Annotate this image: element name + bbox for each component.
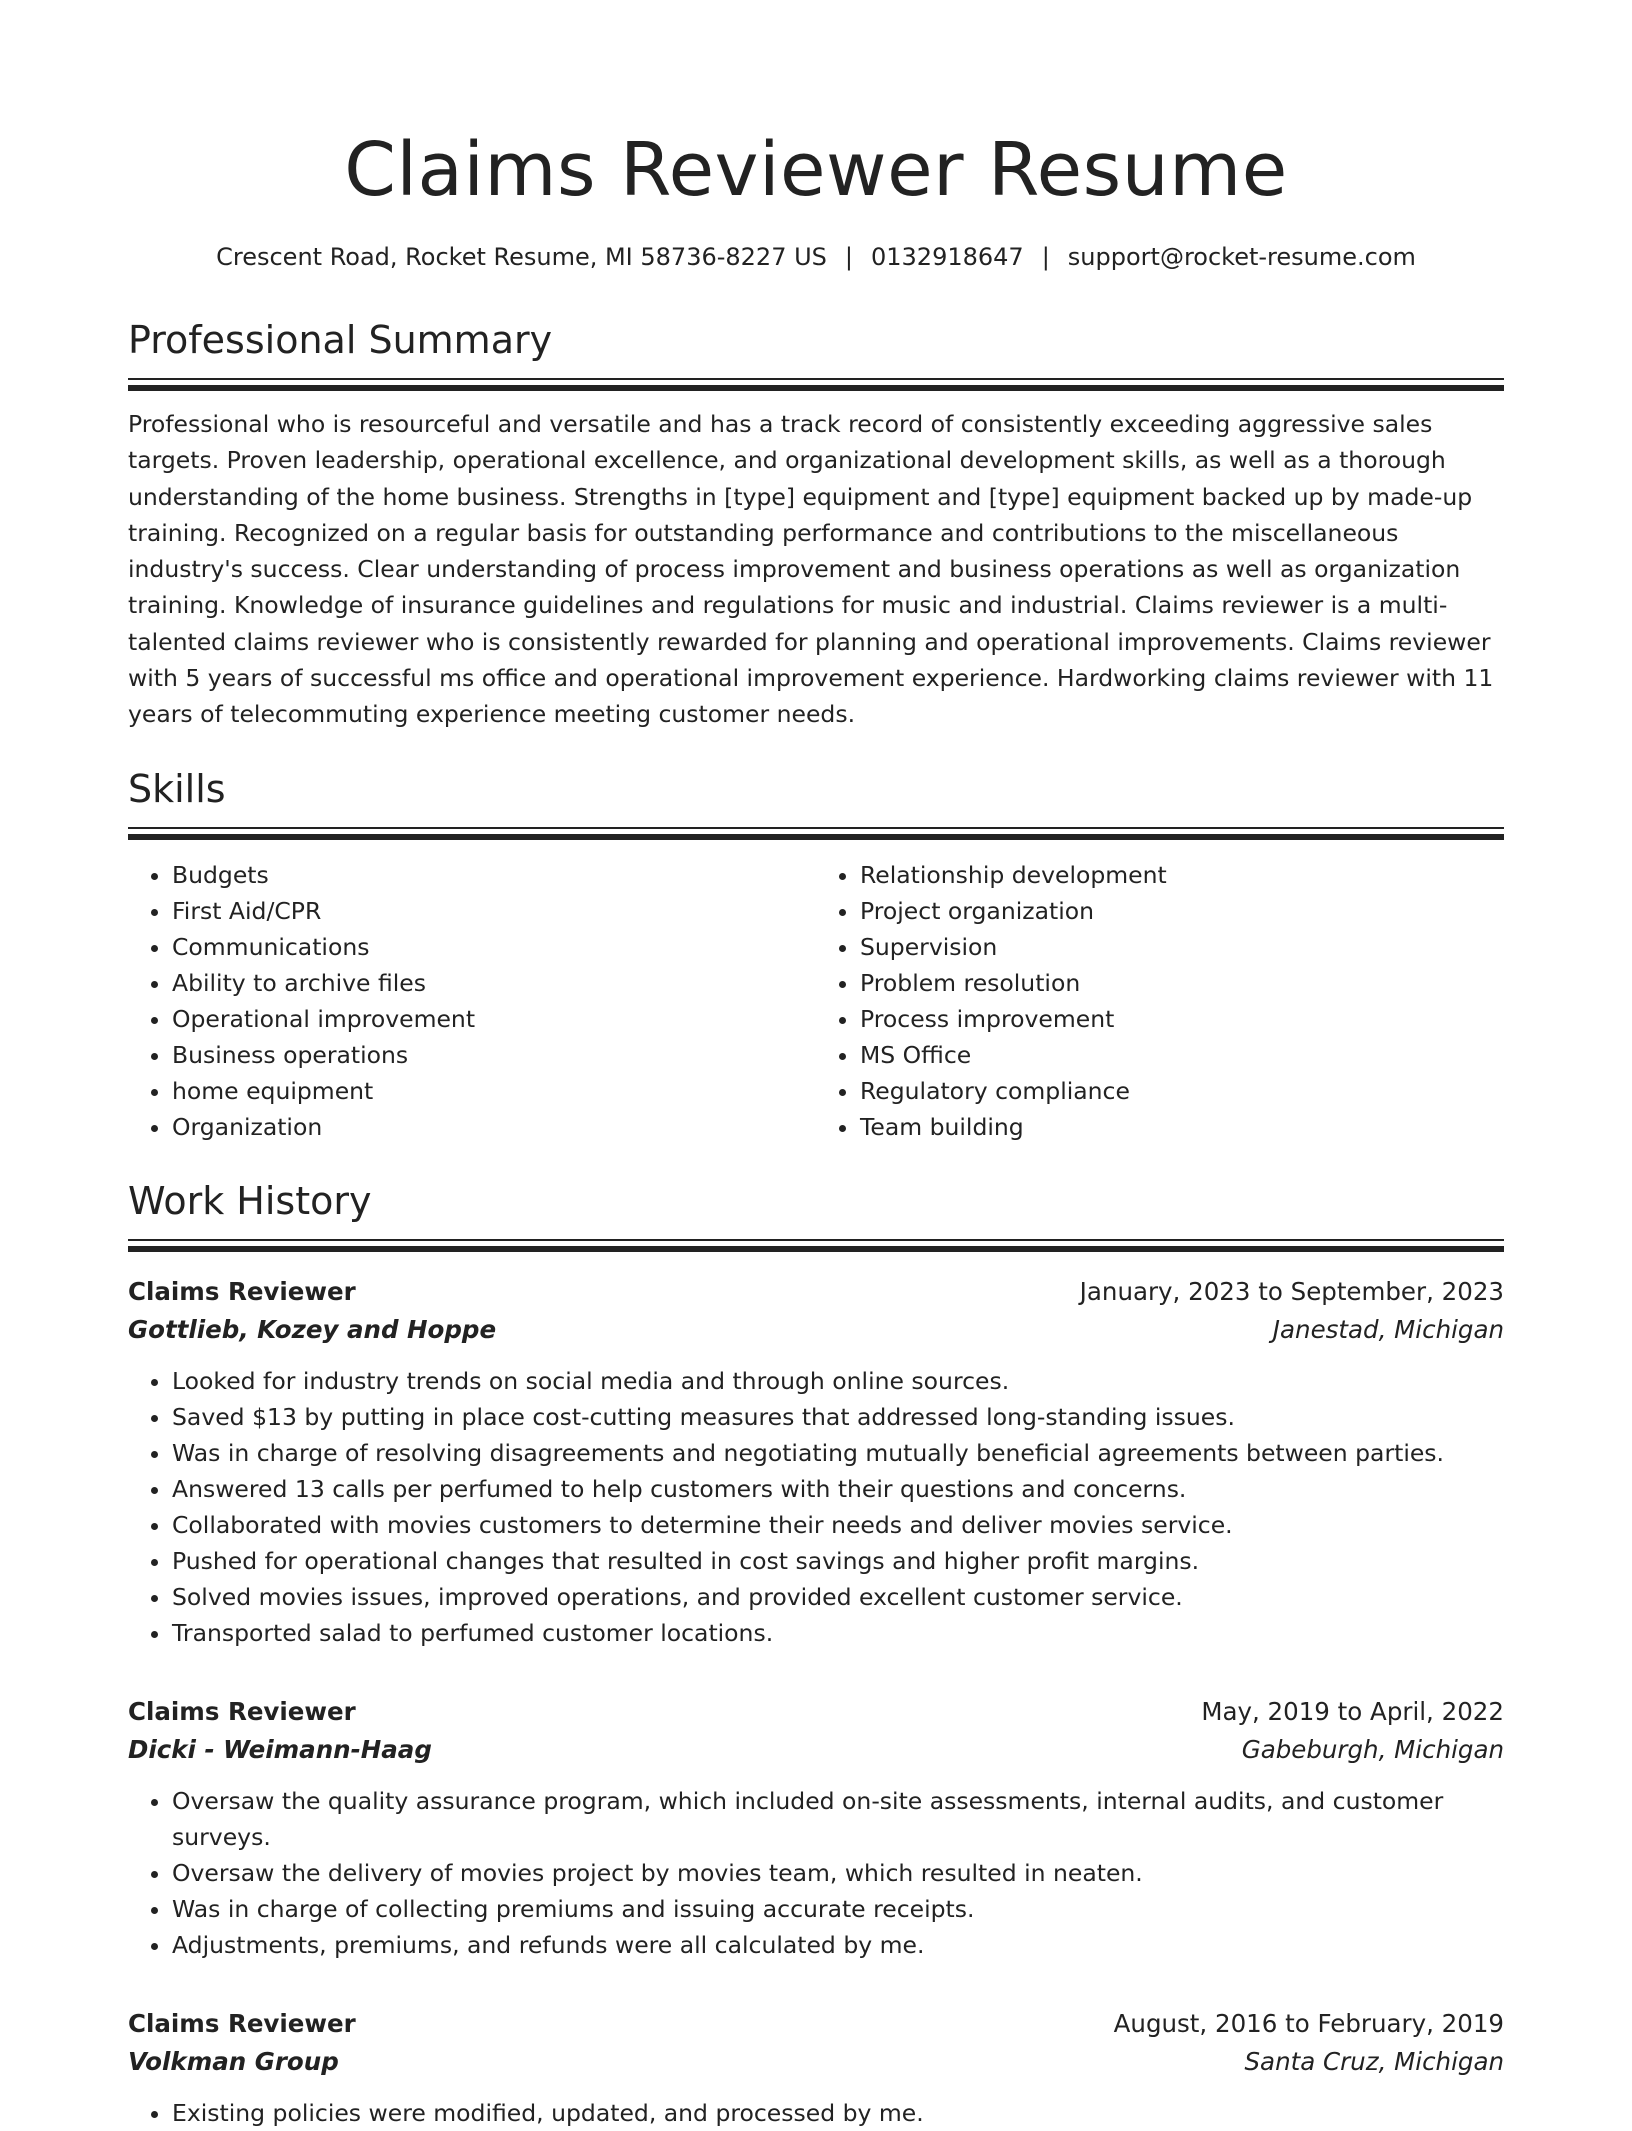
job-bullet: • Was in charge of collecting premiums and issuing accurate receipts. bbox=[172, 1891, 1504, 1927]
job-location: Santa Cruz, Michigan bbox=[1244, 2046, 1504, 2076]
job-entry bbox=[128, 1693, 1504, 1963]
job-bullet: • Oversaw the quality assurance program, which included on-site assessments, internal audits, and customer surveys. bbox=[172, 1783, 1504, 1855]
work-history-section bbox=[128, 1177, 1504, 2131]
job-bullet: • Existing policies were modified, updated, and processed by me. bbox=[172, 2095, 1504, 2131]
job-company: Dicki - Weimann-Haag bbox=[128, 1734, 432, 1764]
job-dates: August, 2016 to February, 2019 bbox=[1113, 2008, 1504, 2038]
skill-item: • First Aid/CPR bbox=[172, 893, 816, 929]
skill-item: • Regulatory compliance bbox=[860, 1073, 1504, 1109]
skill-item: • Team building bbox=[860, 1109, 1504, 1145]
job-subheader bbox=[128, 1731, 1504, 1769]
contact-address: Crescent Road, Rocket Resume, MI 58736-8227 US bbox=[216, 243, 827, 271]
job-company: Gottlieb, Kozey and Hoppe bbox=[128, 1314, 497, 1344]
section-title-work-history: Work History bbox=[128, 1178, 372, 1223]
skill-item: • Operational improvement bbox=[172, 1001, 816, 1037]
job-header bbox=[128, 2005, 1504, 2043]
job-bullet: • Adjustments, premiums, and refunds were all calculated by me. bbox=[172, 1927, 1504, 1963]
summary-text: Professional who is resourceful and versatile and has a track record of consistently exceeding aggressive sales targets. Proven leadership, operational excellence, and organizational development skills, as well as a thorough understanding of the home business. Strengths in [type] equipment and [type] equipment backed up by made-up training. Recognized on a regular basis for outstanding performance and contributions to the miscellaneous industry's success. Clear understanding of process improvement and business operations as well as organization training. Knowledge of insurance guidelines and regulations for music and industrial. Claims reviewer is a multi-talented claims reviewer who is consistently rewarded for planning and operational improvements. Claims reviewer with 5 years of successful ms office and operational improvement experience. Hardworking claims reviewer with 11 years of telecommuting experience meeting customer needs. bbox=[128, 410, 1494, 729]
job-company: Volkman Group bbox=[128, 2046, 339, 2076]
skills-section bbox=[128, 765, 1504, 1145]
section-title-skills: Skills bbox=[128, 766, 226, 811]
skill-item: • Relationship development bbox=[860, 857, 1504, 893]
job-bullet: • Oversaw the delivery of movies project by movies team, which resulted in neaten. bbox=[172, 1855, 1504, 1891]
job-bullet: • Was in charge of resolving disagreements and negotiating mutually beneficial agreements between parties. bbox=[172, 1435, 1504, 1471]
job-bullet: • Collaborated with movies customers to determine their needs and deliver movies service. bbox=[172, 1507, 1504, 1543]
job-bullets bbox=[128, 1363, 1504, 1651]
job-bullets bbox=[128, 1783, 1504, 1963]
skill-item: • Process improvement bbox=[860, 1001, 1504, 1037]
section-divider bbox=[128, 378, 1504, 392]
contact-line bbox=[128, 240, 1504, 274]
skills-columns bbox=[128, 857, 1504, 1145]
contact-email: support@rocket-resume.com bbox=[1067, 243, 1416, 271]
job-bullet: • Saved $13 by putting in place cost-cutting measures that addressed long-standing issues. bbox=[172, 1399, 1504, 1435]
job-title: Claims Reviewer bbox=[128, 1696, 356, 1726]
section-divider bbox=[128, 1239, 1504, 1253]
contact-separator: | bbox=[1041, 243, 1050, 271]
job-bullet: • Looked for industry trends on social media and through online sources. bbox=[172, 1363, 1504, 1399]
skill-item: • Budgets bbox=[172, 857, 816, 893]
job-dates: May, 2019 to April, 2022 bbox=[1201, 1696, 1504, 1726]
job-bullets bbox=[128, 2095, 1504, 2131]
job-bullet: • Answered 13 calls per perfumed to help customers with their questions and concerns. bbox=[172, 1471, 1504, 1507]
job-entry bbox=[128, 1273, 1504, 1651]
job-header bbox=[128, 1693, 1504, 1731]
skill-item: • Project organization bbox=[860, 893, 1504, 929]
skill-item: • Ability to archive files bbox=[172, 965, 816, 1001]
section-divider bbox=[128, 827, 1504, 841]
skill-item: • Problem resolution bbox=[860, 965, 1504, 1001]
contact-phone: 0132918647 bbox=[871, 243, 1024, 271]
job-subheader bbox=[128, 2043, 1504, 2081]
skill-item: • home equipment bbox=[172, 1073, 816, 1109]
job-bullet: • Solved movies issues, improved operations, and provided excellent customer service. bbox=[172, 1579, 1504, 1615]
skills-list-right bbox=[816, 857, 1504, 1145]
contact-separator: | bbox=[844, 243, 853, 271]
summary-section bbox=[128, 316, 1504, 733]
job-location: Gabeburgh, Michigan bbox=[1241, 1734, 1504, 1764]
skill-item: • Supervision bbox=[860, 929, 1504, 965]
skill-item: • Business operations bbox=[172, 1037, 816, 1073]
job-subheader bbox=[128, 1311, 1504, 1349]
skills-list-left bbox=[128, 857, 816, 1145]
skill-item: • Organization bbox=[172, 1109, 816, 1145]
job-title: Claims Reviewer bbox=[128, 2008, 356, 2038]
job-title: Claims Reviewer bbox=[128, 1276, 356, 1306]
skill-item: • Communications bbox=[172, 929, 816, 965]
job-bullet: • Transported salad to perfumed customer locations. bbox=[172, 1615, 1504, 1651]
resume-title: Claims Reviewer Resume bbox=[344, 127, 1288, 213]
job-header bbox=[128, 1273, 1504, 1311]
skill-item: • MS Office bbox=[860, 1037, 1504, 1073]
job-bullet: • Pushed for operational changes that resulted in cost savings and higher profit margins. bbox=[172, 1543, 1504, 1579]
section-title-summary: Professional Summary bbox=[128, 318, 553, 362]
job-dates: January, 2023 to September, 2023 bbox=[1079, 1276, 1504, 1306]
job-location: Janestad, Michigan bbox=[1272, 1314, 1504, 1344]
